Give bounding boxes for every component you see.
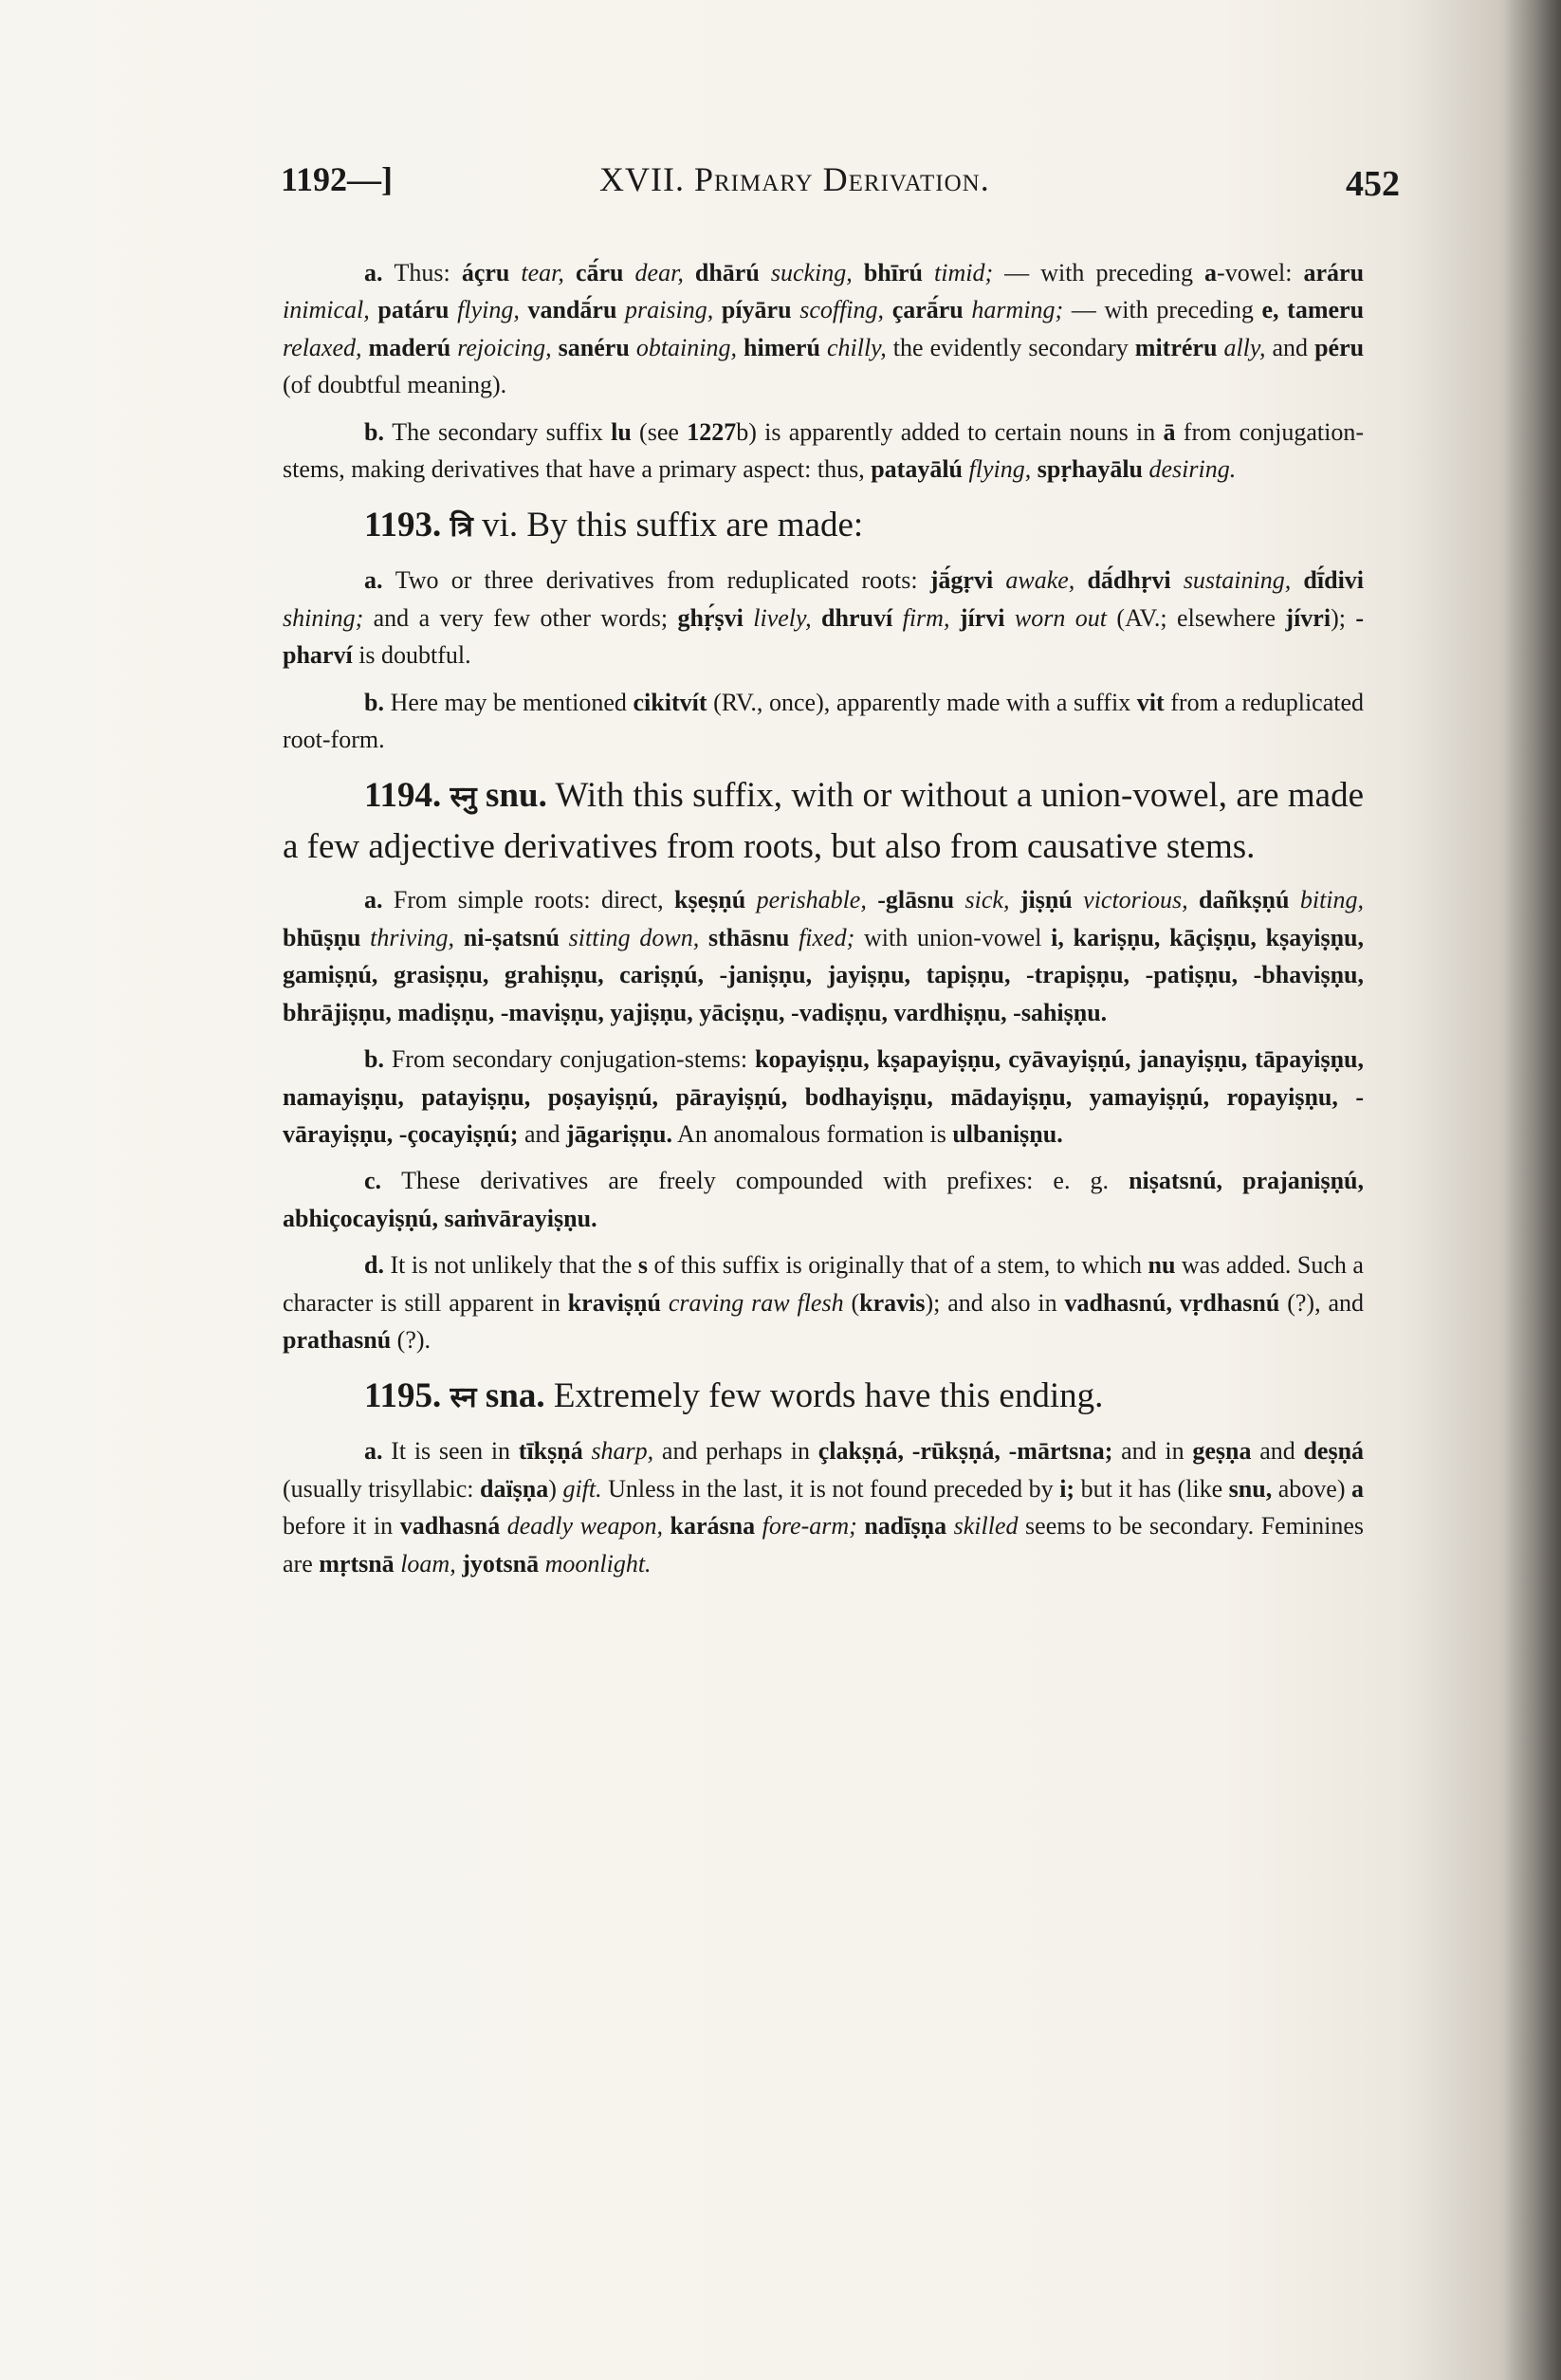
term: kopayiṣṇu, kṣapayiṣṇu, cyāvayiṣṇú, janayiṣṇu, tāpayiṣṇu, namayiṣṇu, patayiṣṇu, poṣayiṣṇú, pārayiṣṇú, bodhayiṣṇu, mādayiṣṇu, yamayiṣṇú, ropayiṣṇu, -vārayiṣṇu, -çocayiṣṇú; xyxy=(283,1045,1364,1148)
gloss: thriving, xyxy=(370,923,455,951)
term: patayālú xyxy=(871,455,964,484)
text-run xyxy=(362,334,369,361)
text-run: — with preceding xyxy=(1063,296,1262,324)
gloss: tear, xyxy=(521,259,564,286)
term: snu. xyxy=(486,776,547,816)
text-run: The secondary suffix xyxy=(392,417,612,446)
devanagari-suffix: त्रि xyxy=(450,510,473,544)
text-run xyxy=(744,604,753,632)
gloss: fore-arm; xyxy=(762,1512,857,1541)
paragraph-1194d xyxy=(283,1246,1364,1358)
text-run xyxy=(454,924,464,951)
term: aráru xyxy=(1303,259,1365,286)
text-run: — with preceding xyxy=(993,259,1205,286)
page-number: 452 xyxy=(1346,164,1400,204)
term: lu xyxy=(611,417,632,446)
text-run xyxy=(1064,924,1074,951)
term: sna. xyxy=(485,1376,545,1416)
term: 1194. xyxy=(364,776,450,816)
text-run xyxy=(892,604,902,632)
term: jívri xyxy=(1285,603,1331,632)
text-run: and perhaps in xyxy=(653,1437,818,1466)
term: sanéru xyxy=(558,333,630,361)
text-run xyxy=(713,296,722,323)
paragraph-1194a xyxy=(283,881,1364,1031)
text-run: and in xyxy=(1112,1437,1193,1466)
term: tīkṣṇá xyxy=(518,1437,583,1466)
gloss: victorious, xyxy=(1083,886,1188,914)
text-run: the evidently secondary xyxy=(886,333,1135,361)
text-run: ); xyxy=(1331,603,1356,632)
text-run xyxy=(792,296,800,323)
gloss: craving raw flesh xyxy=(668,1288,844,1317)
term: -pharví xyxy=(283,603,1365,670)
term: píyāru xyxy=(721,296,792,324)
header-title xyxy=(599,159,990,199)
text-run xyxy=(1073,886,1083,913)
gloss: worn out xyxy=(1014,603,1108,632)
text-run: These derivatives are freely compounded with prefixes: e. g. xyxy=(401,1167,1129,1195)
text-run: From secondary conjugation-stems: xyxy=(391,1045,756,1074)
term: péru xyxy=(1314,333,1365,361)
gloss: awake, xyxy=(1005,566,1075,595)
text-run xyxy=(630,334,636,361)
text-run xyxy=(993,566,1005,594)
text-run: and xyxy=(518,1119,567,1148)
term: cā́ru xyxy=(575,259,624,286)
gloss: ally, xyxy=(1223,333,1266,361)
term: b. xyxy=(364,688,391,716)
page-body xyxy=(283,254,1364,1582)
section-1193-heading xyxy=(283,501,1364,552)
term: sthāsnu xyxy=(708,923,790,951)
gloss: skilled xyxy=(953,1512,1019,1541)
term: çarā́ru xyxy=(891,296,964,324)
gloss: flying, xyxy=(968,455,1032,484)
term: dañkṣṇú xyxy=(1199,886,1290,914)
text-run xyxy=(1291,566,1303,594)
term: dā́dhṛvi xyxy=(1087,566,1171,595)
term: ghṛ́ṣvi xyxy=(677,603,744,632)
paragraph-1192a xyxy=(283,254,1364,404)
gloss: sucking, xyxy=(770,259,853,286)
text-run: of this suffix is originally that of a stem, to which xyxy=(648,1251,1148,1280)
term: snu, xyxy=(1228,1474,1273,1503)
term: maderú xyxy=(368,333,451,361)
term: kariṣṇu, kāçiṣṇu, kṣayiṣṇu, gamiṣṇú, grasiṣṇu, grahiṣṇu, cariṣṇú, -janiṣṇu, jayiṣṇu, tapiṣṇu, -trapiṣṇu, -patiṣṇu, -bhaviṣṇu, bhrājiṣṇu, madiṣṇu, -maviṣṇu, yajiṣṇu, yāciṣṇu, -vadiṣṇu, vardhiṣṇu, -sahiṣṇu. xyxy=(283,923,1365,1026)
text-run xyxy=(949,604,959,632)
gloss: sitting down, xyxy=(568,923,700,951)
text-run: from a reduplicated root-form. xyxy=(283,688,1365,754)
term: -glāsnu xyxy=(877,886,955,914)
term: cikitvít xyxy=(633,688,707,716)
term: b. xyxy=(364,1045,392,1074)
text-run xyxy=(1074,566,1087,594)
text-run: It is not unlikely that the xyxy=(390,1251,638,1280)
term: kraviṣṇú xyxy=(567,1288,661,1317)
paragraph-1193b xyxy=(283,684,1364,759)
paragraph-1195a xyxy=(283,1432,1364,1582)
gloss: praising, xyxy=(625,296,714,324)
term: ā xyxy=(1163,417,1176,446)
term: daïṣṇa xyxy=(480,1474,549,1503)
gloss: loam, xyxy=(400,1549,456,1577)
term: vadhasná xyxy=(399,1512,501,1541)
text-run xyxy=(1171,566,1184,594)
term: ulbaniṣṇu. xyxy=(952,1119,1063,1148)
term: deṣṇá xyxy=(1303,1437,1365,1466)
text-run: but it has (like xyxy=(1074,1474,1229,1503)
term: jāgariṣṇu. xyxy=(566,1119,672,1148)
text-run: From simple roots: direct, xyxy=(393,886,675,914)
term: s xyxy=(637,1251,649,1280)
text-run: Thus: xyxy=(394,259,462,286)
gloss: dear, xyxy=(634,259,684,286)
text-run xyxy=(812,604,821,632)
text-run xyxy=(663,1512,670,1540)
term: a xyxy=(1351,1474,1364,1503)
gloss: lively, xyxy=(753,603,812,632)
gloss: desiring. xyxy=(1148,455,1237,484)
term: mitréru xyxy=(1134,333,1218,361)
text-run xyxy=(1005,604,1015,632)
term: vit xyxy=(1136,688,1165,716)
text-run: (?), and xyxy=(1279,1288,1365,1317)
gloss: fixed; xyxy=(799,923,855,951)
term: a. xyxy=(364,1437,392,1466)
text-run xyxy=(1279,296,1288,323)
text-run: It is seen in xyxy=(391,1437,519,1466)
gloss: sustaining, xyxy=(1183,566,1292,595)
text-run: -vowel: xyxy=(1217,259,1304,286)
text-run: With this suffix, with or without a union-vowel, are made a few adjective derivatives from roots, but also from causative stems. xyxy=(283,776,1365,867)
term: b. xyxy=(364,417,393,446)
text-run xyxy=(661,1289,669,1317)
term: tameru xyxy=(1287,296,1365,324)
text-run xyxy=(552,334,559,361)
term: kravis xyxy=(859,1288,926,1317)
term: a xyxy=(1204,259,1218,286)
text-run xyxy=(624,259,635,286)
term: bhīrú xyxy=(863,259,923,286)
term: 1227 xyxy=(687,417,737,446)
text-run: above) xyxy=(1272,1474,1351,1503)
text-run: vi. By this suffix are made: xyxy=(472,506,864,545)
text-run xyxy=(616,296,625,323)
term: kṣeṣṇú xyxy=(674,886,746,914)
text-run: An anomalous formation is xyxy=(671,1119,953,1148)
term: himerú xyxy=(744,333,820,361)
text-run: b) is apparently added to certain nouns in xyxy=(736,417,1164,446)
paragraph-1192b xyxy=(283,414,1364,489)
gloss: gift. xyxy=(562,1474,602,1503)
term: vadhasnú, vṛdhasnú xyxy=(1064,1288,1280,1317)
gloss: chilly, xyxy=(826,333,887,361)
text-run: ); and also in xyxy=(925,1288,1065,1317)
gloss: harming; xyxy=(971,296,1064,324)
gloss: perishable, xyxy=(756,886,867,914)
devanagari-suffix: स्नु xyxy=(450,781,477,815)
text-run: seems to be secondary. Feminines are xyxy=(283,1512,1365,1577)
text-run xyxy=(360,924,370,951)
term: jírvi xyxy=(959,603,1005,632)
term: jyotsnā xyxy=(462,1549,540,1577)
gloss: rejoicing, xyxy=(457,333,552,361)
text-run: Two or three derivatives from reduplicated roots: xyxy=(395,566,930,595)
text-run: (usually trisyllabic: xyxy=(283,1474,480,1503)
term: a. xyxy=(364,566,395,595)
text-run xyxy=(1289,886,1299,913)
text-run: ( xyxy=(843,1288,860,1317)
text-run: Unless in the last, it is not found preceded by xyxy=(601,1474,1060,1503)
text-run xyxy=(755,1512,762,1540)
gloss: shining; xyxy=(283,603,364,632)
text-run xyxy=(699,924,708,951)
text-run xyxy=(820,334,827,361)
text-run xyxy=(954,886,964,913)
term: a. xyxy=(364,886,394,914)
section-1195-heading xyxy=(283,1372,1364,1423)
text-run: was added. Such a character is still apparent in xyxy=(283,1251,1364,1317)
paragraph-1194c xyxy=(283,1162,1364,1237)
term: geṣṇa xyxy=(1192,1437,1252,1466)
term: áçru xyxy=(461,259,510,286)
text-run xyxy=(745,886,756,913)
text-run: (see xyxy=(631,417,688,446)
gloss: inimical, xyxy=(283,296,370,324)
text-run xyxy=(449,296,457,323)
text-run xyxy=(760,259,771,286)
text-run: (?). xyxy=(391,1325,432,1354)
text-run: from conjugation-stems, making derivatives that have a primary aspect: thus, xyxy=(283,417,1365,484)
gloss: deadly weapon, xyxy=(506,1512,663,1541)
gloss: sick, xyxy=(964,886,1010,914)
term: vandā́ru xyxy=(527,296,617,324)
text-run: (RV., once), apparently made with a suffix xyxy=(707,688,1137,716)
term: mṛtsnā xyxy=(319,1549,395,1577)
text-run xyxy=(867,886,877,913)
paragraph-1193a xyxy=(283,562,1364,673)
text-run: Extremely few words have this ending. xyxy=(544,1376,1104,1416)
term: 1193. xyxy=(364,506,450,545)
page-edge-shadow xyxy=(1504,0,1561,2380)
text-run xyxy=(737,334,744,361)
term: a. xyxy=(364,259,395,286)
term: 1195. xyxy=(364,1376,450,1416)
term: dī́divi xyxy=(1303,566,1365,595)
text-run: Here may be mentioned xyxy=(390,688,634,716)
devanagari-suffix: स्न xyxy=(450,1381,477,1415)
term: i; xyxy=(1059,1474,1075,1503)
text-run: (AV.; elsewhere xyxy=(1107,603,1286,632)
text-run: with union-vowel xyxy=(854,923,1052,951)
text-run xyxy=(884,296,892,323)
text-run: ) xyxy=(548,1474,563,1503)
gloss: timid; xyxy=(934,259,994,286)
term: karásna xyxy=(670,1512,756,1541)
text-run: is doubtful. xyxy=(352,641,471,670)
term: nadīṣṇa xyxy=(864,1512,947,1541)
text-run: and a very few other words; xyxy=(363,603,678,632)
text-run: and xyxy=(1251,1437,1304,1466)
text-run: (of doubtful meaning). xyxy=(283,371,507,399)
term: dhruví xyxy=(821,603,893,632)
gloss: obtaining, xyxy=(635,333,737,361)
paragraph-1194b xyxy=(283,1041,1364,1153)
text-run xyxy=(684,259,695,286)
text-run xyxy=(500,1512,507,1540)
term: nu xyxy=(1148,1251,1176,1280)
text-run xyxy=(564,259,576,286)
gloss: moonlight. xyxy=(544,1549,652,1577)
text-run xyxy=(923,259,934,286)
text-run xyxy=(853,259,864,286)
term: i, xyxy=(1051,923,1064,951)
term: c. xyxy=(364,1167,402,1195)
term: spṛhayālu xyxy=(1037,455,1144,484)
term: e, xyxy=(1261,296,1279,324)
text-run xyxy=(477,1376,486,1415)
term: jiṣṇú xyxy=(1019,886,1073,914)
term: niṣatsnú, prajaniṣṇú, abhiçocayiṣṇú, saṁvārayiṣṇu. xyxy=(283,1167,1364,1232)
text-run xyxy=(560,924,569,951)
gloss: scoffing, xyxy=(799,296,885,324)
term: prathasnú xyxy=(283,1325,392,1354)
term: çlakṣṇá, -rūkṣṇá, -mārtsna; xyxy=(817,1437,1113,1466)
term: patáru xyxy=(377,296,450,324)
gloss: flying, xyxy=(457,296,520,324)
text-run xyxy=(946,1512,954,1540)
term: bhūṣṇu xyxy=(283,923,361,951)
text-run xyxy=(1188,886,1199,913)
gloss: relaxed, xyxy=(283,333,362,361)
header-title-text: Primary Derivation. xyxy=(693,160,990,198)
text-run: before it in xyxy=(283,1512,400,1541)
text-run xyxy=(1009,886,1019,913)
text-run: and xyxy=(1265,333,1315,361)
text-run xyxy=(509,259,521,286)
section-1194-heading xyxy=(283,771,1364,872)
gloss: sharp, xyxy=(591,1437,654,1466)
text-run xyxy=(477,776,486,815)
term: d. xyxy=(364,1251,391,1280)
text-run xyxy=(789,924,799,951)
term: ni-ṣatsnú xyxy=(463,923,560,951)
term: jā́gṛvi xyxy=(929,566,994,595)
gloss: biting, xyxy=(1299,886,1365,914)
header-chapter: XVII. xyxy=(599,160,685,198)
term: dhārú xyxy=(694,259,760,286)
gloss: firm, xyxy=(902,603,950,632)
header-section-range: 1192—] xyxy=(281,160,394,198)
running-header xyxy=(281,159,1400,207)
